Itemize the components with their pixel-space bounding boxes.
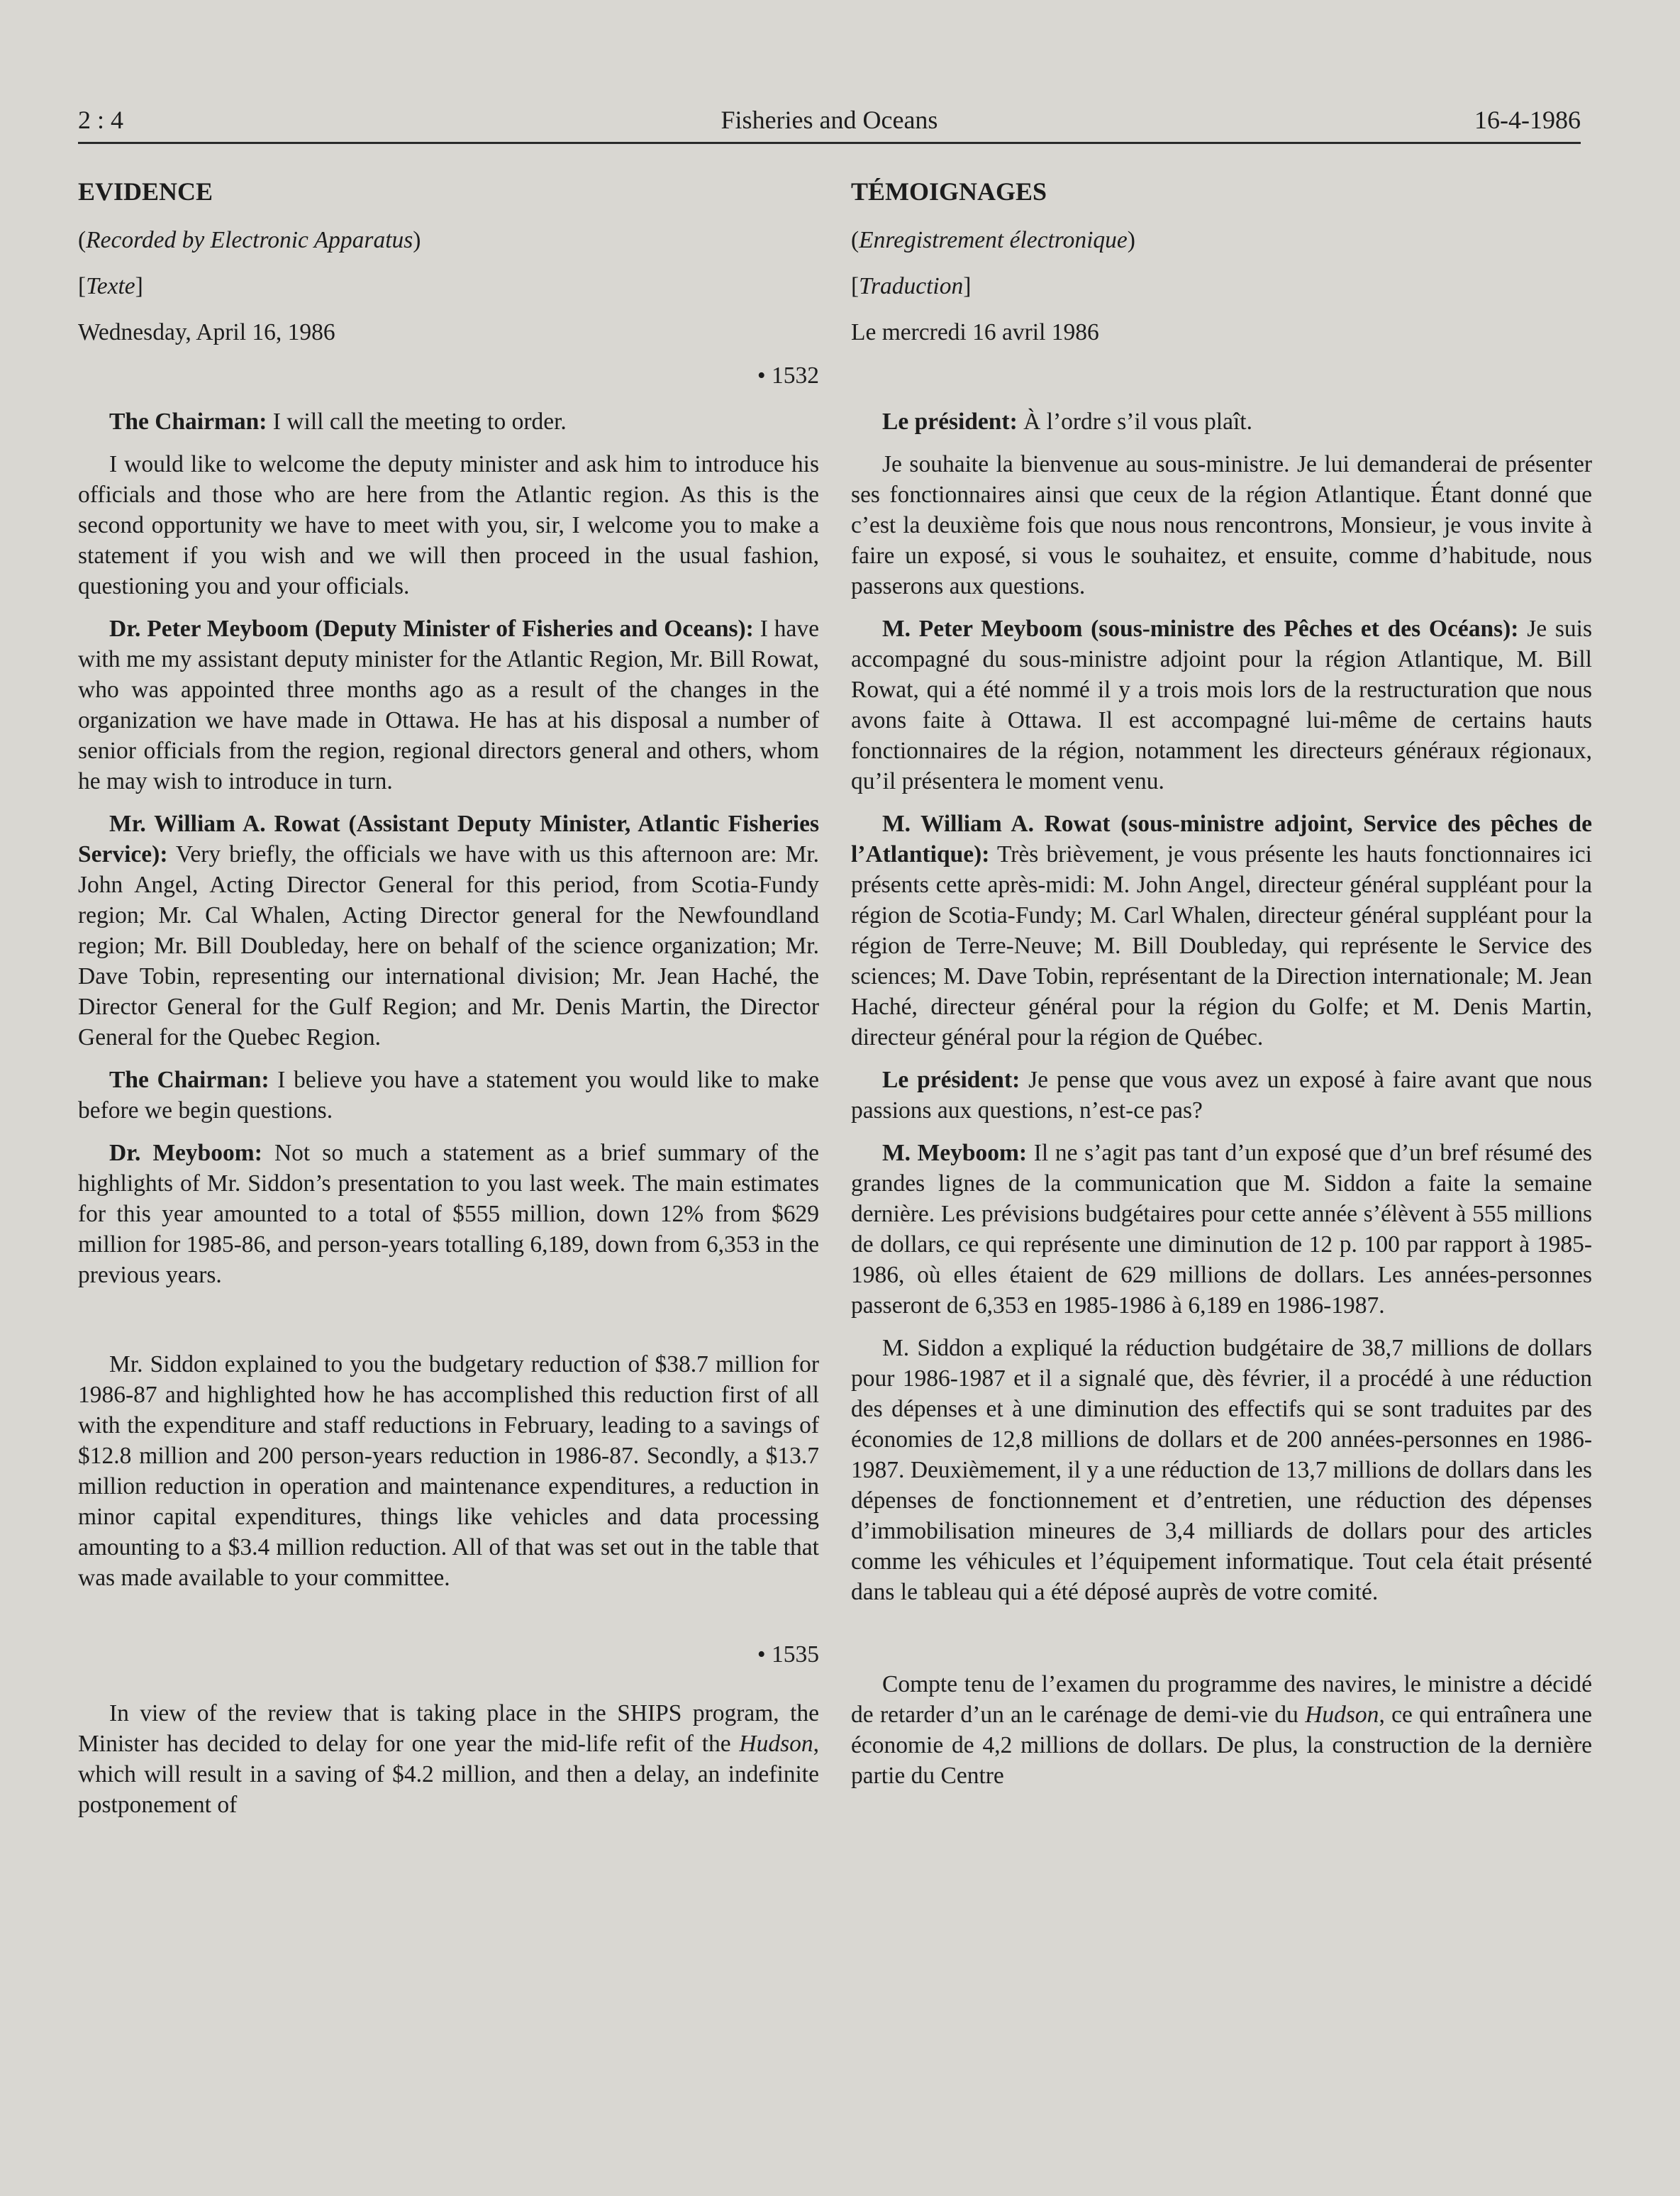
section-title-english: EVIDENCE [78, 177, 213, 206]
paragraph-chairman-order: The Chairman: I will call the meeting to order. [109, 409, 567, 435]
recording-note-english: (Recorded by Electronic Apparatus) [78, 227, 421, 253]
timestamp-1532: • 1532 [757, 362, 819, 389]
header-date: 16-4-1986 [1474, 106, 1581, 134]
paragraph-reduction-budgetaire: M. Siddon a expliqué la réduction budgétaire de 38,7 millions de dollars pour 1986-1987 et il a signalé que, dès février, il a procédé à une réduction des dépenses et à une diminution des effectifs qui se sont traduites par des économies de 12,8 millions de dollars et de 200 années-personnes en 1986-1987. Deuxièmement, il y a une réduction de 13,7 millions de dollars dans les dépenses de fonctionnement et d’entretien, une réduction des dépenses d’immobilisation mineures de 3,4 milliards de dollars pour des articles comme les véhicules et l’équipement informatique. Tout cela était présenté dans le tableau qui a été déposé auprès de votre comité. [851, 1335, 1592, 1605]
text-note-english: [Texte] [78, 273, 143, 299]
paragraph-rowat-officials-fr: M. William A. Rowat (sous-ministre adjoint, Service des pêches de l’Atlantique): Très brièvement, je vous présente les hauts fonctionnaires ici présents cette après-midi: M. John Angel, directeur général suppléant pour la région de Scotia-Fundy; M. Carl Whalen, directeur général suppléant pour la région de Terre-Neuve; M. Bill Doubleday, qui représente le Service des sciences; M. Dave Tobin, représentant de la Direction internationale; M. Jean Haché, directeur général pour la région du Golfe; et M. Denis Martin, directeur général pour la région de Québec. [851, 811, 1592, 1050]
page-header [78, 105, 1581, 140]
paragraph-meyboom-resume: M. Meyboom: Il ne s’agit pas tant d’un exposé que d’un bref résumé des grandes lignes de la communication que M. Siddon a faite la semaine dernière. Les prévisions budgétaires pour cette année s’élèvent à 555 millions de dollars, ce qui représente une diminution de 12 p. 100 par rapport à 1985-1986, où elles étaient de 629 millions de dollars. Les années-personnes passeront de 6,353 en 1985-1986 à 6,189 en 1986-1987. [851, 1140, 1592, 1319]
paragraph-ships-program: In view of the review that is taking place in the SHIPS program, the Minister has decided to delay for one year the mid-life refit of the Hudson, which will result in a saving of $4.2 million, and then a delay, an indefinite postponement of [78, 1700, 819, 1818]
running-title: Fisheries and Oceans [721, 106, 938, 134]
paragraph-meyboom-intro: Dr. Peter Meyboom (Deputy Minister of Fisheries and Oceans): I have with me my assistant deputy minister for the Atlantic Region, Mr. Bill Rowat, who was appointed three months ago as a result of the changes in the organization we have made in Ottawa. He has at his disposal a number of senior officials from the region, regional directors general and others, whom he may wish to introduce in turn. [78, 616, 819, 794]
recording-note-french: (Enregistrement électronique) [851, 227, 1135, 253]
paragraph-welcome: I would like to welcome the deputy minister and ask him to introduce his officials and those who are here from the Atlantic region. As this is the second opportunity we have to meet with you, sir, I welcome you to make a statement if you wish and we will then proceed in the usual fashion, questioning you and your officials. [78, 451, 819, 599]
timestamp-1535: • 1535 [757, 1641, 819, 1668]
paragraph-meyboom-intro-fr: M. Peter Meyboom (sous-ministre des Pêches et des Océans): Je suis accompagné du sous-ministre adjoint pour la région Atlantique, M. Bill Rowat, qui a été nommé il y a trois mois lors de la restructuration que nous avons faite à Ottawa. Il est accompagné lui-même de certains hauts fonctionnaires de la région, notamment les directeurs généraux régionaux, qu’il présentera le moment venu. [851, 616, 1592, 794]
english-column [78, 174, 819, 1832]
text-note-french: [Traduction] [851, 273, 972, 299]
paragraph-rowat-officials: Mr. William A. Rowat (Assistant Deputy Minister, Atlantic Fisheries Service): Very briefly, the officials we have with us this afternoon are: Mr. John Angel, Acting Director General for this period, from Scotia-Fundy region; Mr. Cal Whalen, Acting Director general for the Newfoundland region; Mr. Bill Doubleday, here on behalf of the science organization; Mr. Dave Tobin, representing our international division; Mr. Jean Haché, the Director General for the Gulf Region; and Mr. Denis Martin, the Director General for the Quebec Region. [78, 811, 819, 1050]
paragraph-chairman-statement: The Chairman: I believe you have a statement you would like to make before we begin questions. [78, 1067, 819, 1124]
section-title-french: TÉMOIGNAGES [851, 177, 1047, 206]
page-number: 2 : 4 [78, 106, 124, 134]
french-column [851, 174, 1592, 1803]
header-rule [78, 142, 1581, 144]
meeting-date-english: Wednesday, April 16, 1986 [78, 319, 335, 345]
meeting-date-french: Le mercredi 16 avril 1986 [851, 319, 1099, 345]
paragraph-meyboom-summary: Dr. Meyboom: Not so much a statement as a brief summary of the highlights of Mr. Siddon’s presentation to you last week. The main estimates for this year amounted to a total of $555 million, down 12% from $629 million for 1985-86, and person-years totalling 6,189, down from 6,353 in the previous years. [78, 1140, 819, 1288]
paragraph-president-order: Le président: À l’ordre s’il vous plaît. [882, 409, 1252, 435]
paragraph-president-expose: Le président: Je pense que vous avez un exposé à faire avant que nous passions aux questions, n’est-ce pas? [851, 1067, 1592, 1124]
paragraph-bienvenue: Je souhaite la bienvenue au sous-ministre. Je lui demanderai de présenter ses fonctionnaires ainsi que ceux de la région Atlantique. Étant donné que c’est la deuxième fois que nous nous rencontrons, Monsieur, je vous invite à faire un exposé, si vous le souhaitez, et ensuite, comme d’habitude, nous passerons aux questions. [851, 451, 1592, 599]
paragraph-budget-reduction: Mr. Siddon explained to you the budgetary reduction of $38.7 million for 1986-87 and highlighted how he has accomplished this reduction first of all with the expenditure and staff reductions in February, leading to a savings of $12.8 million and 200 person-years reduction in 1986-87. Secondly, a $13.7 million reduction in operation and maintenance expenditures, a reduction in minor capital expenditures, things like vehicles and data processing amounting to a $3.4 million reduction. All of that was set out in the table that was made available to your committee. [78, 1351, 819, 1591]
paragraph-programme-navires: Compte tenu de l’examen du programme des navires, le ministre a décidé de retarder d’un an le carénage de demi-vie du Hudson, ce qui entraînera une économie de 4,2 millions de dollars. De plus, la construction de la dernière partie du Centre [851, 1671, 1592, 1789]
